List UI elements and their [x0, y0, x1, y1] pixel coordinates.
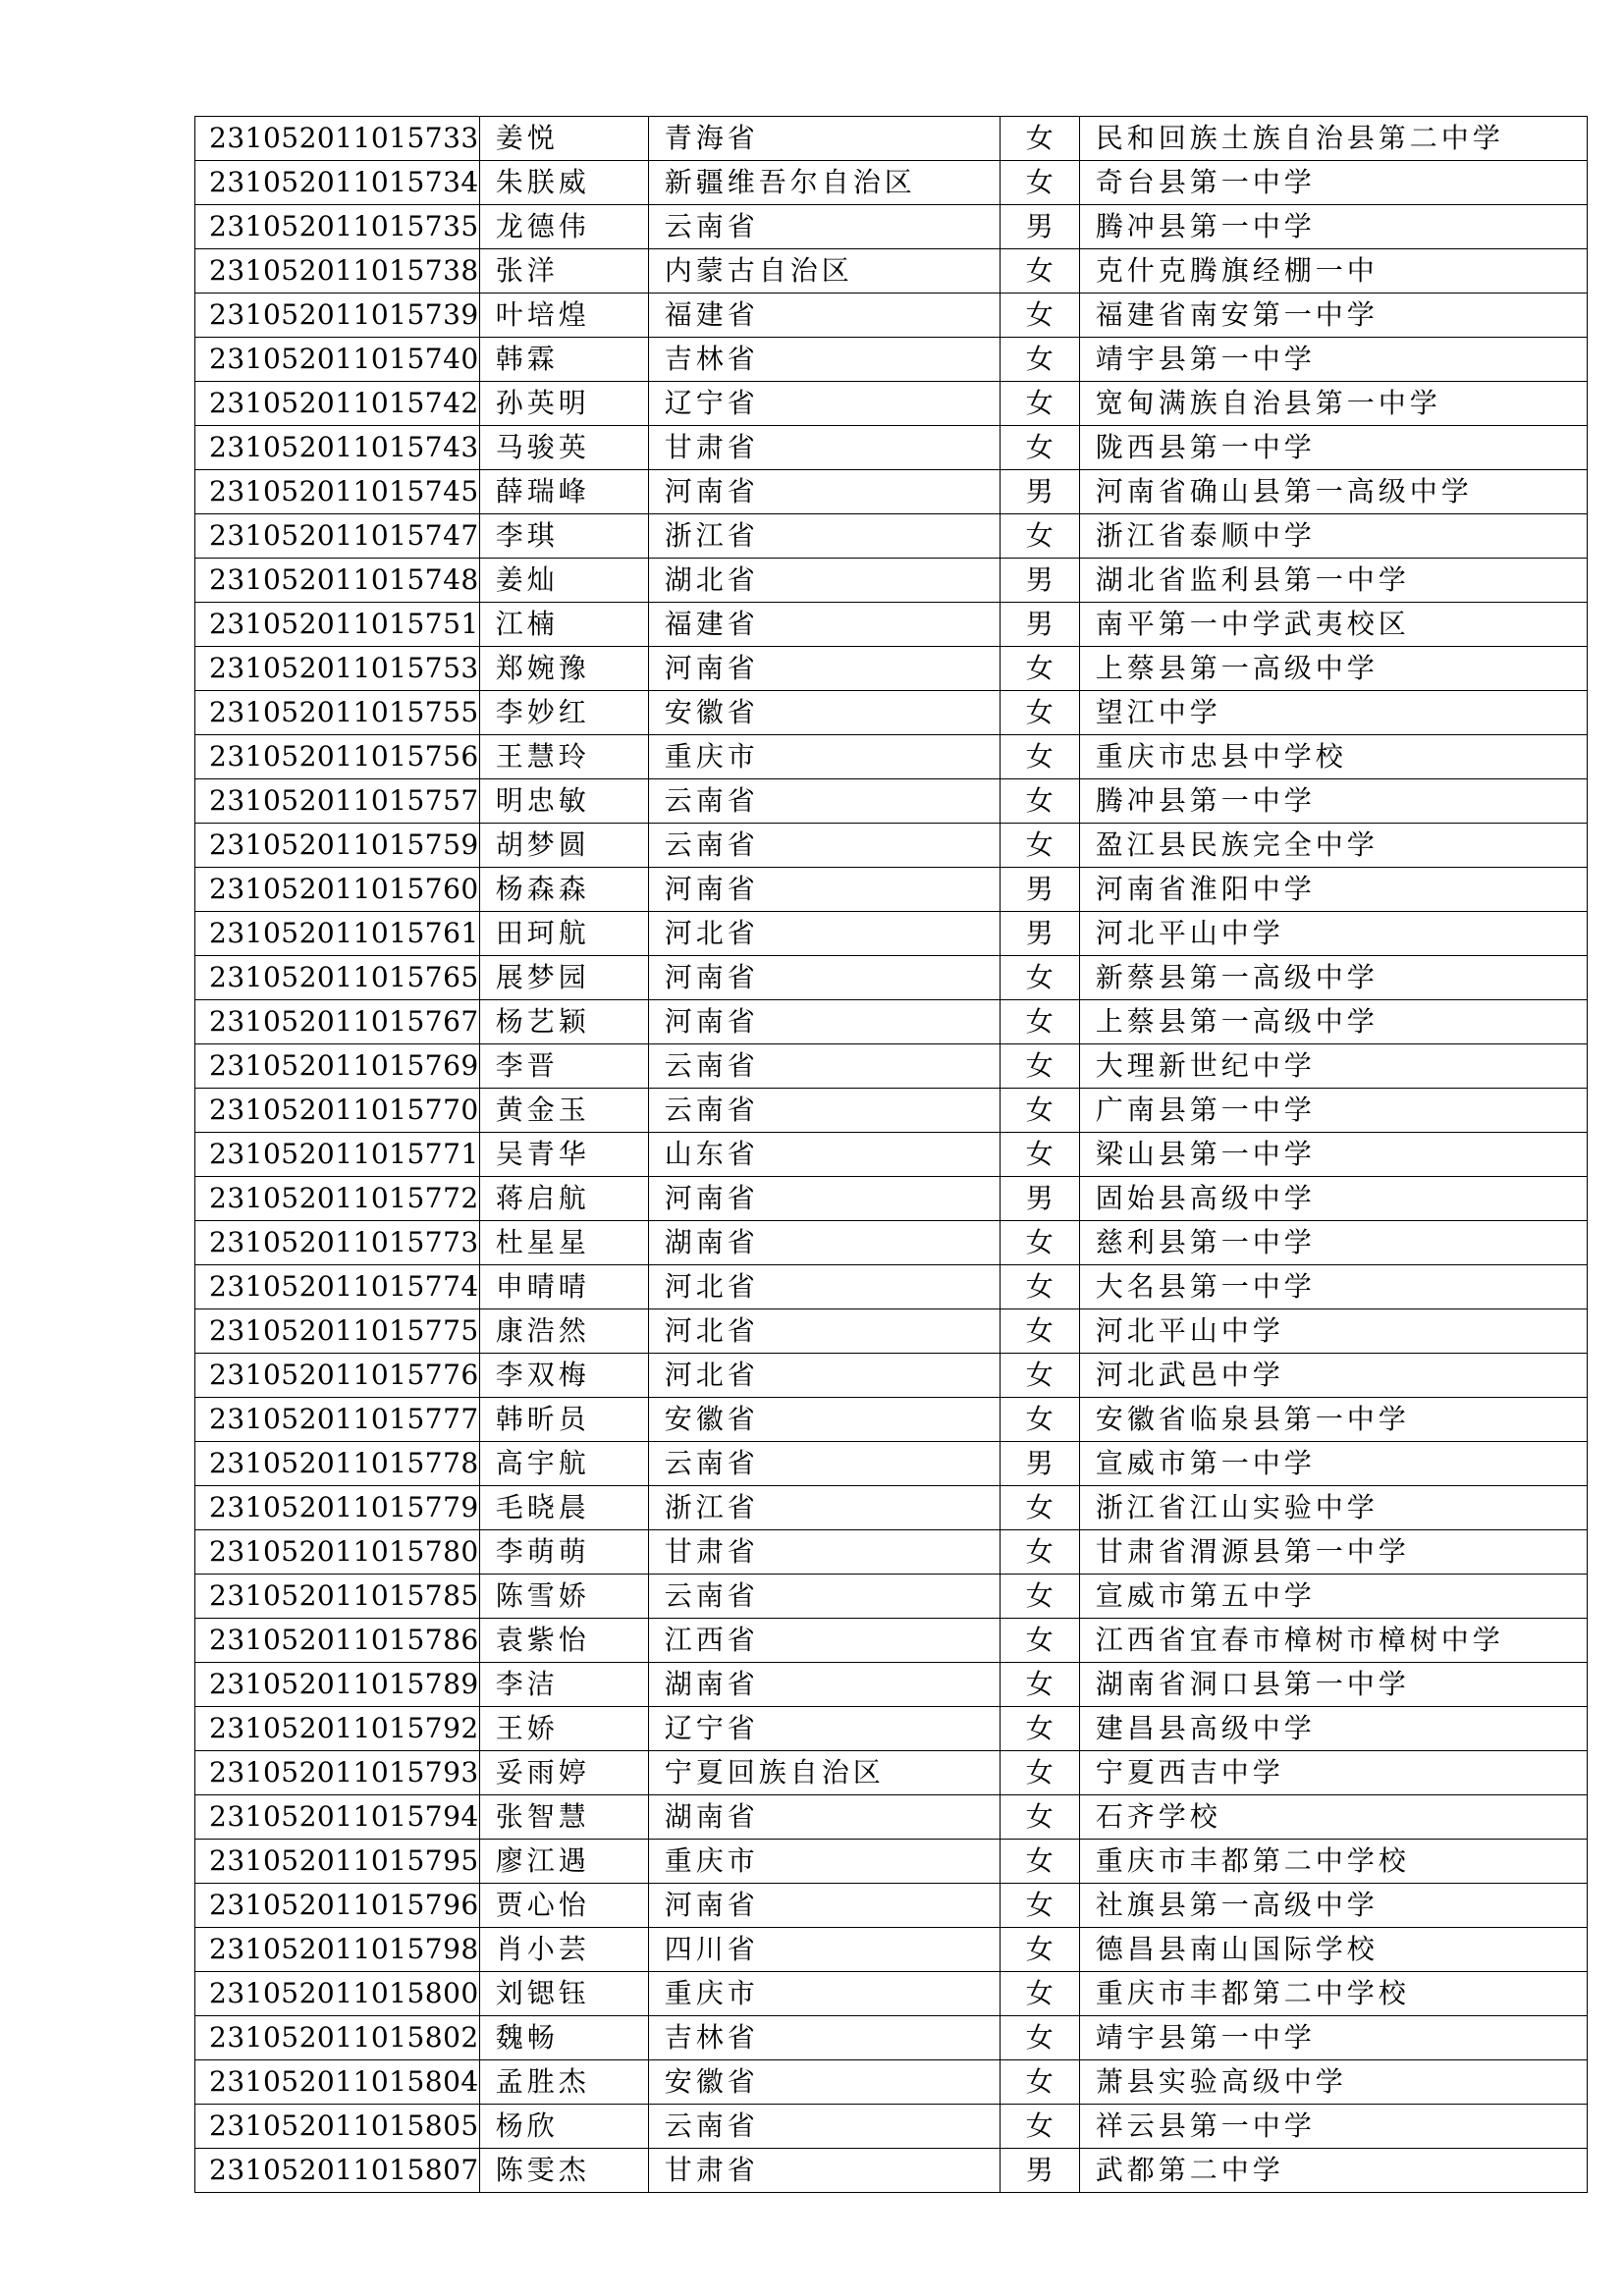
candidate-id-cell: 231052011015775	[195, 1309, 480, 1354]
candidate-id-cell: 231052011015779	[195, 1486, 480, 1530]
province-cell: 福建省	[648, 294, 1000, 338]
candidate-id-cell: 231052011015743	[195, 426, 480, 470]
student-name-cell: 李洁	[479, 1663, 648, 1707]
student-name-cell: 薛瑞峰	[479, 470, 648, 514]
table-row	[195, 2060, 1588, 2105]
province-cell: 湖北省	[648, 559, 1000, 603]
gender-cell: 女	[1000, 1354, 1079, 1398]
school-cell: 江西省宜春市樟树市樟树中学	[1079, 1619, 1587, 1663]
gender-cell: 女	[1000, 1928, 1079, 1972]
school-cell: 宣威市第五中学	[1079, 1575, 1587, 1619]
student-name-cell: 韩霖	[479, 338, 648, 382]
table-row	[195, 1177, 1588, 1221]
student-name-cell: 李双梅	[479, 1354, 648, 1398]
student-name-cell: 杨欣	[479, 2105, 648, 2149]
student-name-cell: 李晋	[479, 1044, 648, 1089]
candidate-id-cell: 231052011015748	[195, 559, 480, 603]
gender-cell: 女	[1000, 1044, 1079, 1089]
candidate-id-cell: 231052011015756	[195, 735, 480, 779]
table-row	[195, 647, 1588, 691]
roster-table-body	[195, 117, 1588, 2193]
table-row	[195, 1619, 1588, 1663]
candidate-id-cell: 231052011015765	[195, 956, 480, 1000]
province-cell: 河南省	[648, 1177, 1000, 1221]
table-row	[195, 117, 1588, 161]
candidate-id-cell: 231052011015740	[195, 338, 480, 382]
school-cell: 福建省南安第一中学	[1079, 294, 1587, 338]
school-cell: 梁山县第一中学	[1079, 1133, 1587, 1177]
school-cell: 萧县实验高级中学	[1079, 2060, 1587, 2105]
roster-table	[194, 116, 1588, 2193]
student-name-cell: 姜悦	[479, 117, 648, 161]
table-row	[195, 1972, 1588, 2016]
candidate-id-cell: 231052011015780	[195, 1530, 480, 1575]
province-cell: 河北省	[648, 1265, 1000, 1309]
candidate-id-cell: 231052011015795	[195, 1840, 480, 1884]
gender-cell: 女	[1000, 2060, 1079, 2105]
school-cell: 武都第二中学	[1079, 2149, 1587, 2193]
gender-cell: 男	[1000, 470, 1079, 514]
gender-cell: 男	[1000, 205, 1079, 249]
candidate-id-cell: 231052011015774	[195, 1265, 480, 1309]
province-cell: 辽宁省	[648, 382, 1000, 426]
candidate-id-cell: 231052011015802	[195, 2016, 480, 2060]
table-row	[195, 294, 1588, 338]
table-row	[195, 824, 1588, 868]
table-row	[195, 338, 1588, 382]
school-cell: 克什克腾旗经棚一中	[1079, 249, 1587, 294]
candidate-id-cell: 231052011015794	[195, 1795, 480, 1840]
province-cell: 河南省	[648, 470, 1000, 514]
gender-cell: 男	[1000, 868, 1079, 912]
student-name-cell: 王娇	[479, 1707, 648, 1751]
school-cell: 德昌县南山国际学校	[1079, 1928, 1587, 1972]
school-cell: 奇台县第一中学	[1079, 161, 1587, 205]
table-row	[195, 956, 1588, 1000]
student-name-cell: 孙英明	[479, 382, 648, 426]
school-cell: 重庆市忠县中学校	[1079, 735, 1587, 779]
table-row	[195, 382, 1588, 426]
candidate-id-cell: 231052011015747	[195, 514, 480, 559]
student-name-cell: 廖江遇	[479, 1840, 648, 1884]
candidate-id-cell: 231052011015805	[195, 2105, 480, 2149]
province-cell: 江西省	[648, 1619, 1000, 1663]
candidate-id-cell: 231052011015769	[195, 1044, 480, 1089]
school-cell: 大理新世纪中学	[1079, 1044, 1587, 1089]
province-cell: 湖南省	[648, 1795, 1000, 1840]
student-name-cell: 胡梦圆	[479, 824, 648, 868]
province-cell: 云南省	[648, 824, 1000, 868]
province-cell: 安徽省	[648, 1398, 1000, 1442]
school-cell: 腾冲县第一中学	[1079, 205, 1587, 249]
gender-cell: 女	[1000, 2016, 1079, 2060]
candidate-id-cell: 231052011015793	[195, 1751, 480, 1795]
table-row	[195, 1751, 1588, 1795]
candidate-id-cell: 231052011015778	[195, 1442, 480, 1486]
gender-cell: 女	[1000, 1884, 1079, 1928]
table-row	[195, 1398, 1588, 1442]
province-cell: 浙江省	[648, 514, 1000, 559]
province-cell: 新疆维吾尔自治区	[648, 161, 1000, 205]
gender-cell: 女	[1000, 1309, 1079, 1354]
province-cell: 四川省	[648, 1928, 1000, 1972]
province-cell: 浙江省	[648, 1486, 1000, 1530]
table-row	[195, 1309, 1588, 1354]
gender-cell: 女	[1000, 1221, 1079, 1265]
province-cell: 河南省	[648, 647, 1000, 691]
school-cell: 河北平山中学	[1079, 1309, 1587, 1354]
school-cell: 建昌县高级中学	[1079, 1707, 1587, 1751]
table-row	[195, 779, 1588, 824]
table-row	[195, 514, 1588, 559]
student-name-cell: 李妙红	[479, 691, 648, 735]
student-name-cell: 申晴晴	[479, 1265, 648, 1309]
school-cell: 浙江省泰顺中学	[1079, 514, 1587, 559]
student-name-cell: 肖小芸	[479, 1928, 648, 1972]
student-name-cell: 陈雯杰	[479, 2149, 648, 2193]
province-cell: 河北省	[648, 1354, 1000, 1398]
school-cell: 重庆市丰都第二中学校	[1079, 1840, 1587, 1884]
gender-cell: 女	[1000, 1663, 1079, 1707]
table-row	[195, 1707, 1588, 1751]
student-name-cell: 李琪	[479, 514, 648, 559]
candidate-id-cell: 231052011015786	[195, 1619, 480, 1663]
province-cell: 甘肃省	[648, 1530, 1000, 1575]
table-row	[195, 249, 1588, 294]
table-row	[195, 2105, 1588, 2149]
student-name-cell: 展梦园	[479, 956, 648, 1000]
table-row	[195, 1133, 1588, 1177]
candidate-id-cell: 231052011015759	[195, 824, 480, 868]
gender-cell: 男	[1000, 603, 1079, 647]
school-cell: 社旗县第一高级中学	[1079, 1884, 1587, 1928]
gender-cell: 女	[1000, 2105, 1079, 2149]
student-name-cell: 贾心怡	[479, 1884, 648, 1928]
gender-cell: 女	[1000, 691, 1079, 735]
table-row	[195, 2016, 1588, 2060]
student-name-cell: 田珂航	[479, 912, 648, 956]
student-name-cell: 袁紫怡	[479, 1619, 648, 1663]
school-cell: 石齐学校	[1079, 1795, 1587, 1840]
table-row	[195, 1442, 1588, 1486]
school-cell: 靖宇县第一中学	[1079, 338, 1587, 382]
gender-cell: 男	[1000, 2149, 1079, 2193]
gender-cell: 女	[1000, 117, 1079, 161]
table-row	[195, 426, 1588, 470]
school-cell: 民和回族土族自治县第二中学	[1079, 117, 1587, 161]
candidate-id-cell: 231052011015772	[195, 1177, 480, 1221]
table-row	[195, 1000, 1588, 1044]
student-name-cell: 孟胜杰	[479, 2060, 648, 2105]
province-cell: 安徽省	[648, 2060, 1000, 2105]
candidate-id-cell: 231052011015757	[195, 779, 480, 824]
gender-cell: 女	[1000, 1530, 1079, 1575]
province-cell: 云南省	[648, 1089, 1000, 1133]
province-cell: 宁夏回族自治区	[648, 1751, 1000, 1795]
gender-cell: 女	[1000, 1486, 1079, 1530]
table-row	[195, 1530, 1588, 1575]
province-cell: 云南省	[648, 205, 1000, 249]
province-cell: 云南省	[648, 1442, 1000, 1486]
school-cell: 望江中学	[1079, 691, 1587, 735]
school-cell: 腾冲县第一中学	[1079, 779, 1587, 824]
province-cell: 辽宁省	[648, 1707, 1000, 1751]
school-cell: 盈江县民族完全中学	[1079, 824, 1587, 868]
school-cell: 湖南省洞口县第一中学	[1079, 1663, 1587, 1707]
gender-cell: 女	[1000, 1840, 1079, 1884]
school-cell: 湖北省监利县第一中学	[1079, 559, 1587, 603]
student-name-cell: 张智慧	[479, 1795, 648, 1840]
gender-cell: 女	[1000, 338, 1079, 382]
candidate-id-cell: 231052011015745	[195, 470, 480, 514]
candidate-id-cell: 231052011015798	[195, 1928, 480, 1972]
province-cell: 山东省	[648, 1133, 1000, 1177]
school-cell: 广南县第一中学	[1079, 1089, 1587, 1133]
candidate-id-cell: 231052011015734	[195, 161, 480, 205]
gender-cell: 女	[1000, 1575, 1079, 1619]
gender-cell: 女	[1000, 1398, 1079, 1442]
student-name-cell: 叶培煌	[479, 294, 648, 338]
school-cell: 安徽省临泉县第一中学	[1079, 1398, 1587, 1442]
student-name-cell: 高宇航	[479, 1442, 648, 1486]
school-cell: 上蔡县第一高级中学	[1079, 1000, 1587, 1044]
province-cell: 云南省	[648, 1575, 1000, 1619]
candidate-id-cell: 231052011015739	[195, 294, 480, 338]
school-cell: 河北平山中学	[1079, 912, 1587, 956]
student-name-cell: 刘锶钰	[479, 1972, 648, 2016]
table-row	[195, 2149, 1588, 2193]
table-row	[195, 868, 1588, 912]
province-cell: 河南省	[648, 1884, 1000, 1928]
gender-cell: 女	[1000, 779, 1079, 824]
table-row	[195, 1663, 1588, 1707]
gender-cell: 女	[1000, 161, 1079, 205]
gender-cell: 女	[1000, 249, 1079, 294]
candidate-id-cell: 231052011015742	[195, 382, 480, 426]
gender-cell: 女	[1000, 294, 1079, 338]
province-cell: 重庆市	[648, 1972, 1000, 2016]
table-row	[195, 1044, 1588, 1089]
province-cell: 甘肃省	[648, 426, 1000, 470]
student-name-cell: 龙德伟	[479, 205, 648, 249]
table-row	[195, 161, 1588, 205]
student-name-cell: 李萌萌	[479, 1530, 648, 1575]
school-cell: 祥云县第一中学	[1079, 2105, 1587, 2149]
province-cell: 河南省	[648, 1000, 1000, 1044]
candidate-id-cell: 231052011015751	[195, 603, 480, 647]
table-row	[195, 1840, 1588, 1884]
province-cell: 青海省	[648, 117, 1000, 161]
student-name-cell: 王慧玲	[479, 735, 648, 779]
province-cell: 河北省	[648, 1309, 1000, 1354]
candidate-id-cell: 231052011015760	[195, 868, 480, 912]
candidate-id-cell: 231052011015767	[195, 1000, 480, 1044]
student-name-cell: 马骏英	[479, 426, 648, 470]
province-cell: 河南省	[648, 868, 1000, 912]
table-row	[195, 559, 1588, 603]
gender-cell: 女	[1000, 824, 1079, 868]
student-name-cell: 黄金玉	[479, 1089, 648, 1133]
student-name-cell: 吴青华	[479, 1133, 648, 1177]
table-row	[195, 1884, 1588, 1928]
candidate-id-cell: 231052011015753	[195, 647, 480, 691]
table-row	[195, 1575, 1588, 1619]
school-cell: 新蔡县第一高级中学	[1079, 956, 1587, 1000]
candidate-id-cell: 231052011015738	[195, 249, 480, 294]
candidate-id-cell: 231052011015792	[195, 1707, 480, 1751]
gender-cell: 女	[1000, 735, 1079, 779]
gender-cell: 女	[1000, 1619, 1079, 1663]
province-cell: 重庆市	[648, 735, 1000, 779]
table-row	[195, 1221, 1588, 1265]
student-name-cell: 陈雪娇	[479, 1575, 648, 1619]
candidate-id-cell: 231052011015771	[195, 1133, 480, 1177]
student-name-cell: 姜灿	[479, 559, 648, 603]
gender-cell: 男	[1000, 912, 1079, 956]
gender-cell: 男	[1000, 559, 1079, 603]
gender-cell: 女	[1000, 1795, 1079, 1840]
gender-cell: 女	[1000, 956, 1079, 1000]
candidate-id-cell: 231052011015770	[195, 1089, 480, 1133]
school-cell: 靖宇县第一中学	[1079, 2016, 1587, 2060]
student-name-cell: 康浩然	[479, 1309, 648, 1354]
table-row	[195, 1265, 1588, 1309]
school-cell: 河南省淮阳中学	[1079, 868, 1587, 912]
school-cell: 固始县高级中学	[1079, 1177, 1587, 1221]
student-name-cell: 明忠敏	[479, 779, 648, 824]
school-cell: 上蔡县第一高级中学	[1079, 647, 1587, 691]
gender-cell: 女	[1000, 514, 1079, 559]
school-cell: 慈利县第一中学	[1079, 1221, 1587, 1265]
student-name-cell: 妥雨婷	[479, 1751, 648, 1795]
province-cell: 吉林省	[648, 2016, 1000, 2060]
gender-cell: 女	[1000, 1000, 1079, 1044]
candidate-id-cell: 231052011015777	[195, 1398, 480, 1442]
student-name-cell: 杜星星	[479, 1221, 648, 1265]
candidate-id-cell: 231052011015789	[195, 1663, 480, 1707]
province-cell: 云南省	[648, 2105, 1000, 2149]
table-row	[195, 603, 1588, 647]
gender-cell: 女	[1000, 426, 1079, 470]
student-name-cell: 杨艺颖	[479, 1000, 648, 1044]
gender-cell: 男	[1000, 1177, 1079, 1221]
table-row	[195, 470, 1588, 514]
province-cell: 内蒙古自治区	[648, 249, 1000, 294]
gender-cell: 女	[1000, 1751, 1079, 1795]
school-cell: 宣威市第一中学	[1079, 1442, 1587, 1486]
school-cell: 宁夏西吉中学	[1079, 1751, 1587, 1795]
gender-cell: 女	[1000, 382, 1079, 426]
table-row	[195, 912, 1588, 956]
gender-cell: 女	[1000, 1707, 1079, 1751]
student-name-cell: 杨森森	[479, 868, 648, 912]
gender-cell: 男	[1000, 1442, 1079, 1486]
province-cell: 甘肃省	[648, 2149, 1000, 2193]
province-cell: 云南省	[648, 779, 1000, 824]
province-cell: 湖南省	[648, 1663, 1000, 1707]
gender-cell: 女	[1000, 1089, 1079, 1133]
gender-cell: 女	[1000, 1972, 1079, 2016]
gender-cell: 女	[1000, 647, 1079, 691]
student-name-cell: 朱朕威	[479, 161, 648, 205]
province-cell: 安徽省	[648, 691, 1000, 735]
province-cell: 河北省	[648, 912, 1000, 956]
province-cell: 河南省	[648, 956, 1000, 1000]
candidate-id-cell: 231052011015776	[195, 1354, 480, 1398]
student-name-cell: 江楠	[479, 603, 648, 647]
gender-cell: 女	[1000, 1265, 1079, 1309]
province-cell: 湖南省	[648, 1221, 1000, 1265]
candidate-id-cell: 231052011015800	[195, 1972, 480, 2016]
school-cell: 河南省确山县第一高级中学	[1079, 470, 1587, 514]
table-row	[195, 1089, 1588, 1133]
student-name-cell: 韩昕员	[479, 1398, 648, 1442]
table-row	[195, 735, 1588, 779]
candidate-id-cell: 231052011015807	[195, 2149, 480, 2193]
school-cell: 甘肃省渭源县第一中学	[1079, 1530, 1587, 1575]
province-cell: 云南省	[648, 1044, 1000, 1089]
student-name-cell: 毛晓晨	[479, 1486, 648, 1530]
candidate-id-cell: 231052011015755	[195, 691, 480, 735]
candidate-id-cell: 231052011015733	[195, 117, 480, 161]
candidate-id-cell: 231052011015761	[195, 912, 480, 956]
table-row	[195, 1486, 1588, 1530]
candidate-id-cell: 231052011015773	[195, 1221, 480, 1265]
school-cell: 大名县第一中学	[1079, 1265, 1587, 1309]
province-cell: 福建省	[648, 603, 1000, 647]
table-row	[195, 1795, 1588, 1840]
school-cell: 河北武邑中学	[1079, 1354, 1587, 1398]
school-cell: 重庆市丰都第二中学校	[1079, 1972, 1587, 2016]
candidate-id-cell: 231052011015804	[195, 2060, 480, 2105]
school-cell: 宽甸满族自治县第一中学	[1079, 382, 1587, 426]
school-cell: 南平第一中学武夷校区	[1079, 603, 1587, 647]
school-cell: 浙江省江山实验中学	[1079, 1486, 1587, 1530]
table-row	[195, 1354, 1588, 1398]
table-row	[195, 1928, 1588, 1972]
table-row	[195, 691, 1588, 735]
student-name-cell: 魏畅	[479, 2016, 648, 2060]
province-cell: 重庆市	[648, 1840, 1000, 1884]
student-name-cell: 郑婉豫	[479, 647, 648, 691]
student-name-cell: 张洋	[479, 249, 648, 294]
candidate-id-cell: 231052011015796	[195, 1884, 480, 1928]
student-name-cell: 蒋启航	[479, 1177, 648, 1221]
table-row	[195, 205, 1588, 249]
candidate-id-cell: 231052011015785	[195, 1575, 480, 1619]
gender-cell: 女	[1000, 1133, 1079, 1177]
province-cell: 吉林省	[648, 338, 1000, 382]
candidate-id-cell: 231052011015735	[195, 205, 480, 249]
school-cell: 陇西县第一中学	[1079, 426, 1587, 470]
